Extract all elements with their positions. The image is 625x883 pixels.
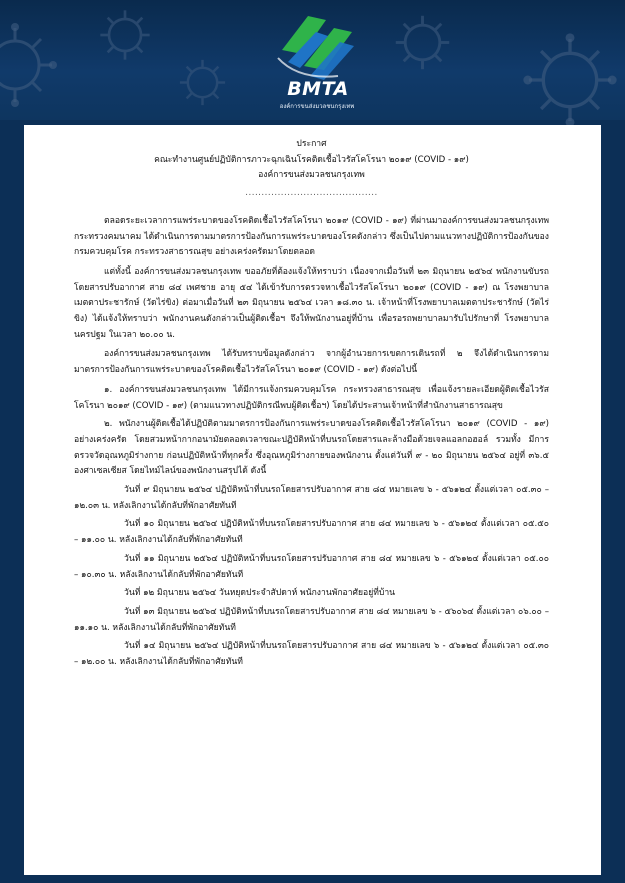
virus-icon: [520, 30, 620, 130]
timeline-day: วันที่ ๑๑ มิถุนายน ๒๕๖๔ ปฏิบัติหน้าที่บนรถโดยสารปรับอากาศ สาย ๘๔ หมายเลข ๖ - ๕๖๑๒๔ ตั้งแต่เวลา ๐๕.๐๐ – ๑๐.๓๐ น. หลังเลิกงานได้กลับที่พักอาศัยทันที: [74, 553, 549, 580]
timeline-day: วันที่ ๑๓ มิถุนายน ๒๕๖๔ ปฏิบัติหน้าที่บนรถโดยสารปรับอากาศ สาย ๘๔ หมายเลข ๖ - ๕๖๐๖๔ ตั้งแต่เวลา ๐๖.๐๐ – ๑๑.๑๐ น. หลังเลิกงานได้กลับที่พักอาศัยทันที: [74, 606, 549, 633]
document-sheet: [24, 125, 601, 875]
virus-icon: [175, 55, 230, 110]
heading-line-2: คณะทำงานศูนย์ปฏิบัติการภาวะฉุกเฉินโรคติดเชื้อไวรัสโคโรนา ๒๐๑๙ (COVID - ๑๙): [154, 154, 469, 165]
timeline-day: วันที่ ๑๐ มิถุนายน ๒๕๖๔ ปฏิบัติหน้าที่บนรถโดยสารปรับอากาศ สาย ๘๔ หมายเลข ๖ - ๕๖๑๒๔ ตั้งแต่เวลา ๐๕.๕๐ – ๑๑.๐๐ น. หลังเลิกงานได้กลับที่พักอาศัยทันที: [74, 519, 549, 546]
paragraph-1: ตลอดระยะเวลาการแพร่ระบาดของโรคติดเชื้อไวรัสโคโรนา ๒๐๑๙ (COVID - ๑๙) ที่ผ่านมาองค์การขนส่งมวลชนกรุงเทพ กระทรวงคมนาคม ได้ดำเนินการตามมาตรการป้องกันการแพร่ระบาดของโรคดังกล่าว ซึ่งเป็นไปตามแนวทางปฏิบัติการป้องกันของกรมควบคุมโรค กระทรวงสาธารณสุข อย่างเคร่งครัดมาโดยตลอด: [74, 215, 549, 258]
title-block: [74, 137, 549, 184]
header-banner: [0, 0, 625, 120]
heading-line-3: องค์การขนส่งมวลชนกรุงเทพ: [258, 170, 365, 181]
divider: .........................................: [245, 188, 378, 199]
logo-subtext: องค์การขนส่งมวลชนกรุงเทพ: [279, 103, 355, 110]
list-item-2: ๒. พนักงานผู้ติดเชื้อได้ปฏิบัติตามมาตรการป้องกันการแพร่ระบาดของโรคติดเชื้อไวรัสโคโรนา ๒๐๑๙ (COVID - ๑๙) อย่างเคร่งครัด โดยสวมหน้ากากอนามัยตลอดเวลาขณะปฏิบัติหน้าที่บนรถโดยสารและล้างมือด้วยเจลแอลกอฮอล์ รวมทั้ง มีการตรวจวัดอุณหภูมิร่างกาย ก่อนปฏิบัติหน้าที่ทุกครั้ง ซึ่งอุณหภูมิร่างกายของพนักงาน ตั้งแต่วันที่ ๙ - ๒๐ มิถุนายน ๒๕๖๔ อยู่ที่ ๓๖.๕ องศาเซลเซียส โดยไทม์ไลน์ของพนักงานสรุปได้ ดังนี้: [74, 419, 549, 477]
logo-text: BMTA: [287, 78, 349, 100]
document-body: [74, 137, 549, 674]
virus-icon: [390, 10, 455, 75]
paragraph-2: แต่ทั้งนี้ องค์การขนส่งมวลชนกรุงเทพ ขออภัยที่ต้องแจ้งให้ทราบว่า เนื่องจากเมื่อวันที่ ๒๓ มิถุนายน ๒๕๖๔ พนักงานขับรถโดยสารปรับอากาศ สาย ๘๔ เพศชาย อายุ ๕๔ ได้เข้ารับการตรวจหาเชื้อไวรัสโคโรนา ๒๐๑๙ (COVID - ๑๙) ณ โรงพยาบาลเมตตาประชารักษ์ (วัดไร่ขิง) ต่อมาเมื่อวันที่ ๒๓ มิถุนายน ๒๕๖๔ เวลา ๑๘.๓๐ น. เจ้าหน้าที่โรงพยาบาลเมตตาประชารักษ์ (วัดไร่ขิง) ได้แจ้งให้ทราบว่า พนักงานคนดังกล่าวเป็นผู้ติดเชื้อฯ จึงให้พนักงานอยู่ที่บ้าน เพื่อรอรถพยาบาลมารับไปรักษาที่ โรงพยาบาลนครปฐม ในเวลา ๒๐.๐๐ น.: [74, 266, 549, 340]
list-item-1: ๑. องค์การขนส่งมวลชนกรุงเทพ ได้มีการแจ้งกรมควบคุมโรค กระทรวงสาธารณสุข เพื่อแจ้งรายละเอียดผู้ติดเชื้อไวรัสโคโรนา ๒๐๑๙ (COVID - ๑๙) (ตามแนวทางปฏิบัติกรณีพบผู้ติดเชื้อฯ) โดยได้ประสานเจ้าหน้าที่สำนักงานสาธารณสุข: [74, 384, 549, 411]
timeline-day: วันที่ ๑๔ มิถุนายน ๒๕๖๔ ปฏิบัติหน้าที่บนรถโดยสารปรับอากาศ สาย ๘๔ หมายเลข ๖ - ๕๖๑๒๔ ตั้งแต่เวลา ๐๕.๓๐ – ๑๒.๐๐ น. หลังเลิกงานได้กลับที่พักอาศัยทันที: [74, 641, 549, 668]
heading-line-1: ประกาศ: [296, 139, 327, 149]
timeline-day: วันที่ ๙ มิถุนายน ๒๕๖๔ ปฏิบัติหน้าที่บนรถโดยสารปรับอากาศ สาย ๘๔ หมายเลข ๖ - ๕๖๑๒๔ ตั้งแต่เวลา ๐๕.๓๐ – ๑๒.๐๓ น. หลังเลิกงานได้กลับที่พักอาศัยทันที: [74, 485, 549, 511]
virus-icon: [0, 20, 60, 110]
timeline-day: วันที่ ๑๒ มิถุนายน ๒๕๖๔ วันหยุดประจำสัปดาห์ พนักงานพักอาศัยอยู่ที่บ้าน: [124, 588, 396, 599]
paragraph-3: องค์การขนส่งมวลชนกรุงเทพ ได้รับทราบข้อมูลดังกล่าว จากผู้อำนวยการเขตการเดินรถที่ ๒ จึงได้ดำเนินการตามมาตรการป้องกันการแพร่ระบาดของโรคติดเชื้อไวรัสโคโรนา ๒๐๑๙ (COVID - ๑๙) ดังต่อไปนี้: [74, 349, 549, 376]
virus-icon: [95, 5, 155, 65]
